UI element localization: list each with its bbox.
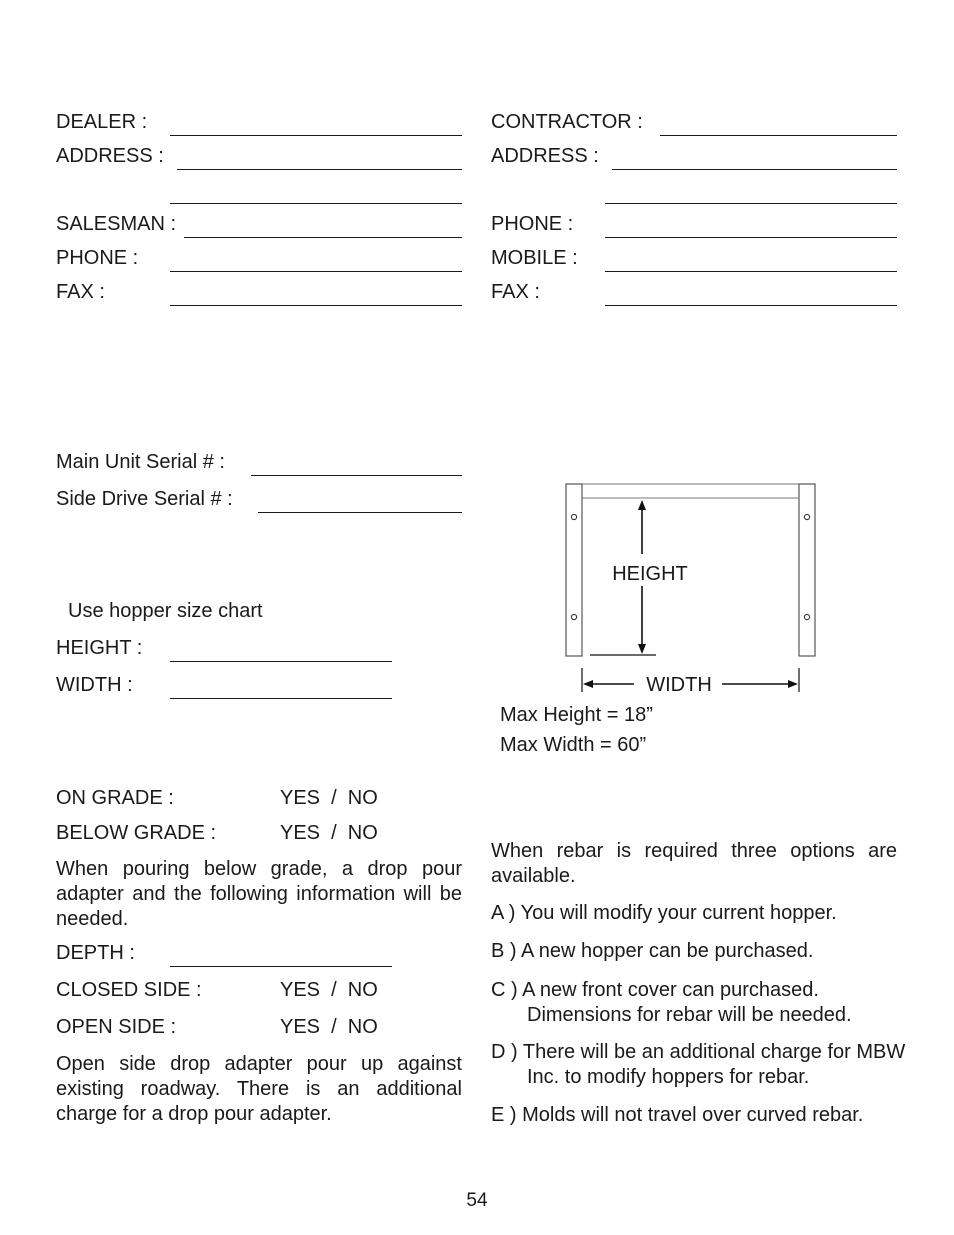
contractor-phone-field[interactable] [605, 237, 897, 238]
arrowhead-right [788, 680, 798, 688]
max-height-note: Max Height = 18” [500, 704, 653, 726]
contractor-fax-field[interactable] [605, 305, 897, 306]
hopper-width-label: WIDTH : [56, 674, 133, 696]
dealer-field[interactable] [170, 135, 462, 136]
side-drive-serial-label: Side Drive Serial # : [56, 488, 233, 510]
contractor-label: CONTRACTOR : [491, 111, 643, 133]
dealer-address-field[interactable] [177, 169, 462, 170]
rebar-option-e: E ) Molds will not travel over curved rebar. [491, 1104, 864, 1126]
main-unit-serial-field[interactable] [251, 475, 462, 476]
dealer-fax-label: FAX : [56, 281, 105, 303]
contractor-field[interactable] [660, 135, 897, 136]
salesman-field[interactable] [184, 237, 462, 238]
rebar-option-c: C ) A new front cover can purchased. Dimensions for rebar will be needed. [491, 979, 852, 1026]
diagram-height-label: HEIGHT [612, 563, 688, 585]
hopper-height-label: HEIGHT : [56, 637, 143, 659]
contractor-address-field[interactable] [612, 169, 897, 170]
dealer-address-label: ADDRESS : [56, 145, 164, 167]
hopper-chart-note: Use hopper size chart [68, 600, 263, 622]
contractor-fax-label: FAX : [491, 281, 540, 303]
open-side-label: OPEN SIDE : [56, 1016, 177, 1038]
contractor-phone-label: PHONE : [491, 213, 574, 235]
dealer-fax-field[interactable] [170, 305, 462, 306]
main-unit-serial-label: Main Unit Serial # : [56, 451, 225, 473]
dealer-phone-field[interactable] [170, 271, 462, 272]
on-grade-options[interactable]: YES / NO [280, 787, 378, 809]
dealer-address-field-line2[interactable] [170, 203, 462, 204]
contractor-address-label: ADDRESS : [491, 145, 599, 167]
rebar-option-b: B ) A new hopper can be purchased. [491, 940, 814, 962]
contractor-address-field-line2[interactable] [605, 203, 897, 204]
closed-side-label: CLOSED SIDE : [56, 979, 202, 1001]
page-number: 54 [466, 1190, 488, 1211]
hopper-width-field[interactable] [170, 698, 392, 699]
contractor-mobile-label: MOBILE : [491, 247, 578, 269]
salesman-label: SALESMAN : [56, 213, 177, 235]
depth-label: DEPTH : [56, 942, 135, 964]
right-post [799, 484, 815, 656]
open-side-options[interactable]: YES / NO [280, 1016, 378, 1038]
closed-side-options[interactable]: YES / NO [280, 979, 378, 1001]
diagram-width-label: WIDTH [646, 674, 712, 696]
rebar-option-a: A ) You will modify your current hopper. [491, 902, 837, 924]
on-grade-label: ON GRADE : [56, 787, 174, 809]
below-grade-note: When pouring below grade, a drop pour adapter and the following information will be needed. [56, 858, 462, 930]
hopper-height-field[interactable] [170, 661, 392, 662]
dealer-phone-label: PHONE : [56, 247, 139, 269]
depth-field[interactable] [170, 966, 392, 967]
rebar-intro: When rebar is required three options are available. [491, 840, 897, 887]
below-grade-label: BELOW GRADE : [56, 822, 217, 844]
rebar-option-d: D ) There will be an additional charge for MBW Inc. to modify hoppers for rebar. [491, 1041, 906, 1088]
max-width-note: Max Width = 60” [500, 734, 647, 756]
below-grade-options[interactable]: YES / NO [280, 822, 378, 844]
dealer-label: DEALER : [56, 111, 148, 133]
open-side-note: Open side drop adapter pour up against existing roadway. There is an additional charge for a drop pour adapter. [56, 1053, 462, 1125]
arrowhead-left [583, 680, 593, 688]
side-drive-serial-field[interactable] [258, 512, 462, 513]
arrowhead-down [638, 644, 646, 654]
contractor-mobile-field[interactable] [605, 271, 897, 272]
arrowhead-up [638, 500, 646, 510]
left-post [566, 484, 582, 656]
hopper-diagram [560, 478, 820, 700]
